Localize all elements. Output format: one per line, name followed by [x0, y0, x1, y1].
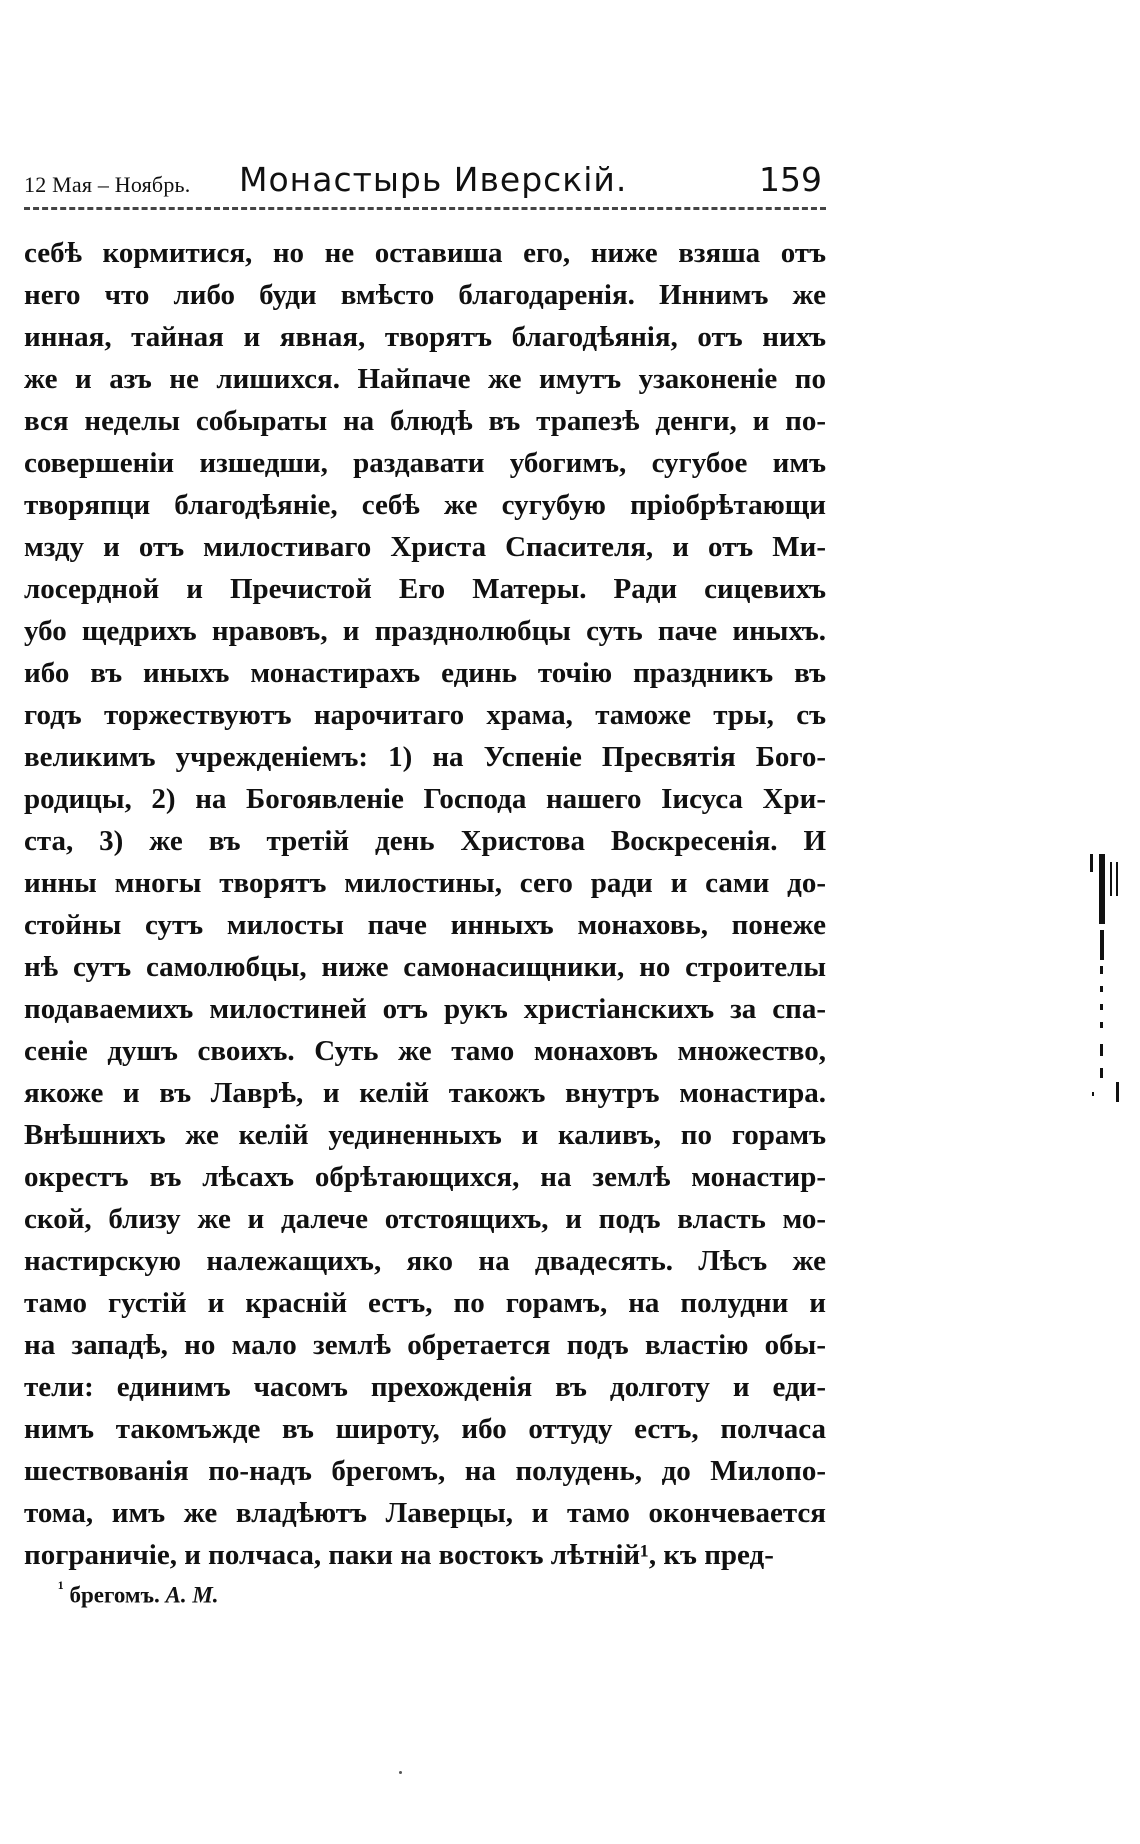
text-line: совершеніи изшедши, раздавати убогимъ, сугубое имъ — [24, 447, 826, 479]
page-number: 159 — [759, 160, 822, 199]
text-line: тели: единимъ часомъ прехожденія въ долготу и еди- — [24, 1371, 826, 1403]
text-line: лосердной и Пречистой Его Матеры. Ради сицевихъ — [24, 573, 826, 605]
text-line: настирскую належащихъ, яко на двадесять. Лѣсъ же — [24, 1245, 826, 1277]
body-text — [24, 232, 826, 1576]
text-line: нѣ сутъ самолюбцы, ниже самонасищники, но строителы — [24, 951, 826, 983]
text-line: годъ торжествуютъ нарочитаго храма, таможе тры, съ — [24, 699, 826, 731]
text-line: родицы, 2) на Богоявленіе Господа нашего Іисуса Хри- — [24, 783, 826, 815]
footnote-text: брегомъ. — [69, 1582, 160, 1608]
scan-speck — [399, 1771, 402, 1774]
margin-scan-marks — [1082, 854, 1122, 1114]
text-line: подаваемихъ милостиней отъ рукъ христіанскихъ за спа- — [24, 993, 826, 1025]
text-line: него что либо буди вмѣсто благодаренія. Иннимъ же — [24, 279, 826, 311]
footnote-attribution: А. М. — [165, 1582, 219, 1608]
text-line: творяпци благодѣяніе, себѣ же сугубую пріобрѣтающи — [24, 489, 826, 521]
text-line: тамо густій и красній естъ, по горамъ, на полудни и — [24, 1287, 826, 1319]
text-line: мзду и отъ милостиваго Христа Спасителя, и отъ Ми- — [24, 531, 826, 563]
text-line: тома, имъ же владѣютъ Лаверцы, и тамо окончевается — [24, 1497, 826, 1529]
text-line: вся неделы собыраты на блюдѣ въ трапезѣ денги, и по- — [24, 405, 826, 437]
text-line: великимъ учрежденіемъ: 1) на Успеніе Пресвятія Бого- — [24, 741, 826, 773]
text-line: инная, тайная и явная, творятъ благодѣянія, отъ нихъ — [24, 321, 826, 353]
text-line: на западѣ, но мало землѣ обретается подъ властію обы- — [24, 1329, 826, 1361]
footnote — [58, 1578, 219, 1609]
text-line: окрестъ въ лѣсахъ обрѣтающихся, на землѣ монастир- — [24, 1161, 826, 1193]
text-line: инны многы творятъ милостины, сего ради и сами до- — [24, 867, 826, 899]
text-line: пограничіе, и полчаса, паки на востокъ лѣтній¹, къ пред- — [24, 1539, 774, 1571]
text-line: же и азъ не лишихся. Найпаче же имутъ узаконеніе по — [24, 363, 826, 395]
header-date-range: 12 Мая – Ноябрь. — [24, 172, 191, 197]
text-line: убо щедрихъ нравовъ, и празднолюбцы суть паче иныхъ. — [24, 615, 826, 647]
text-line: ибо въ иныхъ монастирахъ единь точію праздникъ въ — [24, 657, 826, 689]
text-line: стойны сутъ милосты паче инныхъ монаховь, понеже — [24, 909, 826, 941]
text-line: ста, 3) же въ третій день Христова Воскресенія. И — [24, 825, 826, 857]
footnote-marker: ¹ — [58, 1578, 64, 1599]
text-line: шествованія по-надъ брегомъ, на полудень, до Милопо- — [24, 1455, 826, 1487]
text-line: ской, близу же и далече отстоящихъ, и подъ власть мо- — [24, 1203, 826, 1235]
running-head — [24, 160, 824, 204]
text-line: нимъ такомъжде въ широту, ибо оттуду естъ, полчаса — [24, 1413, 826, 1445]
text-line: якоже и въ Лаврѣ, и келій такожъ внутръ монастира. — [24, 1077, 826, 1109]
text-line: Внѣшнихъ же келій уединенныхъ и каливъ, по горамъ — [24, 1119, 826, 1151]
text-line: сеніе душъ своихъ. Суть же тамо монаховъ множество, — [24, 1035, 826, 1067]
header-title: Монастырь Иверскій. — [239, 160, 628, 199]
text-line: себѣ кормитися, но не оставиша его, ниже взяша отъ — [24, 237, 826, 269]
header-rule — [24, 207, 826, 210]
